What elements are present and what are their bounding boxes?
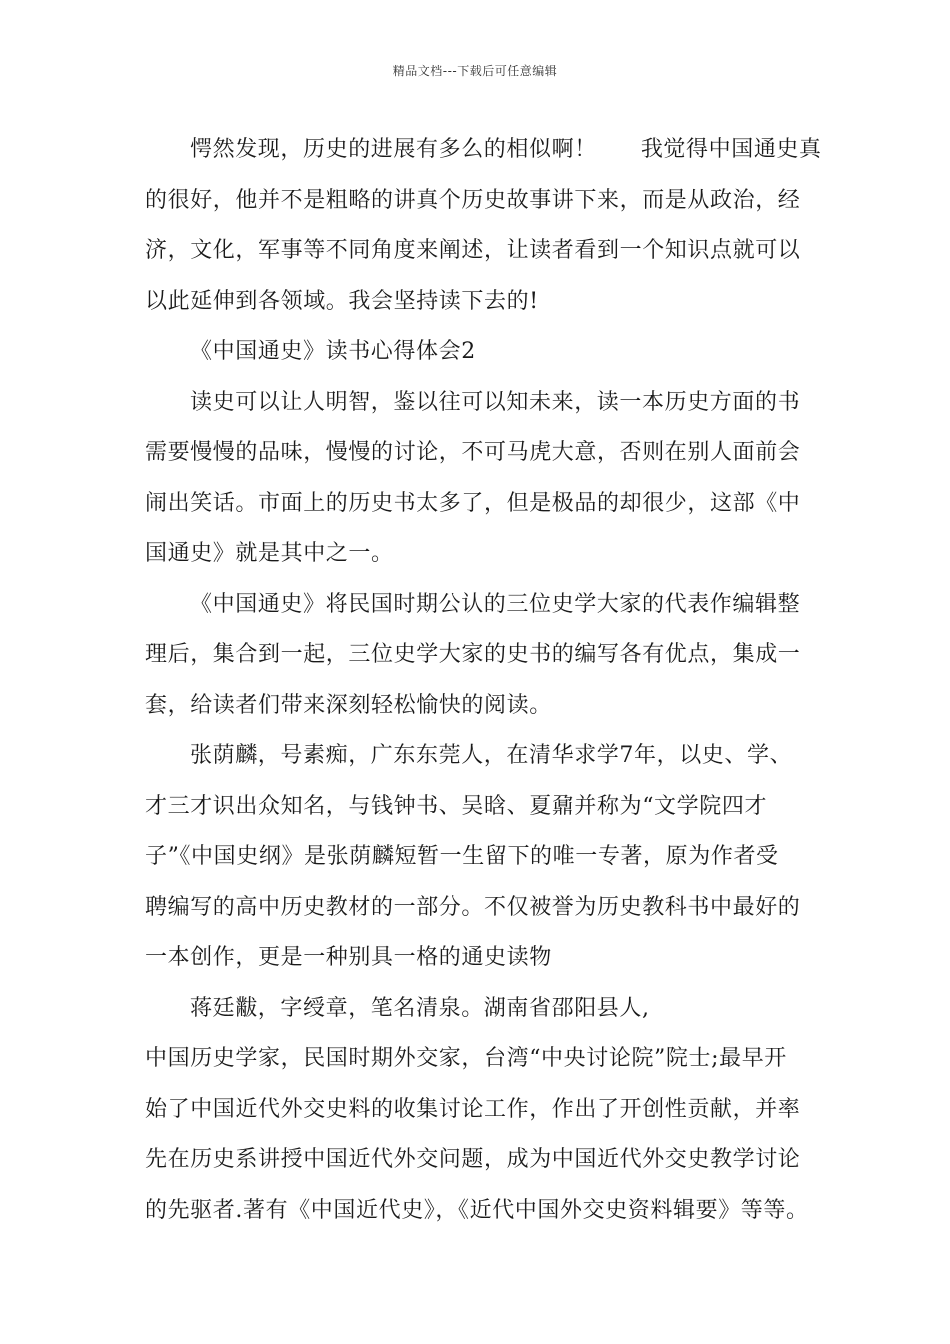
paragraph-line: 理后，集合到一起，三位史学大家的史书的编写各有优点，集成一 xyxy=(145,642,801,667)
paragraph-line: 一本创作，更是一种别具一格的通史读物 xyxy=(145,945,552,970)
paragraph-line: 蒋廷黻，字绶章，笔名清泉。湖南省邵阳县人, xyxy=(190,995,650,1021)
paragraph-line: 先在历史系讲授中国近代外交问题，成为中国近代外交史教学讨论 xyxy=(145,1147,801,1172)
paragraph-line: 套，给读者们带来深刻轻松愉快的阅读。 xyxy=(145,692,552,718)
document-body xyxy=(145,125,822,1236)
paragraph-line: 以此延伸到各领域。我会坚持读下去的! xyxy=(145,288,539,314)
paragraph-line: 中国历史学家，民国时期外交家，台湾“中央讨论院”院士;最早开 xyxy=(145,1046,787,1071)
paragraph-line: 读史可以让人明智，鉴以往可以知未来，读一本历史方面的书 xyxy=(190,389,801,415)
paragraph-line: 的很好，他并不是粗略的讲真个历史故事讲下来，而是从政治，经 xyxy=(145,187,801,213)
paragraph-line xyxy=(145,125,822,176)
paragraph-line: 需要慢慢的品味，慢慢的讨论，不可马虎大意，否则在别人面前会 xyxy=(145,440,801,465)
paragraph-line: 子”《中国史纲》是张荫麟短暂一生留下的唯一专著，原为作者受 xyxy=(145,844,779,869)
paragraph-line: 的先驱者.著有《中国近代史》，《近代中国外交史资料辑要》等等。 xyxy=(145,1197,809,1223)
paragraph-line: 始了中国近代外交史料的收集讨论工作，作出了开创性贡献，并率 xyxy=(145,1096,801,1122)
paragraph-text: 我觉得中国通史真 xyxy=(640,137,822,162)
section-title: 《中国通史》读书心得体会2 xyxy=(190,339,476,364)
paragraph-line: 才三才识出众知名，与钱钟书、吴晗、夏鼐并称为“文学院四才 xyxy=(145,793,768,819)
page-header: 精品文档---下载后可任意编辑 xyxy=(392,64,558,78)
paragraph-line: 闹出笑话。市面上的历史书太多了，但是极品的却很少，这部《中 xyxy=(145,490,801,516)
paragraph-line: 张荫麟，号素痴，广东东莞人，在清华求学7年，以史、学、 xyxy=(190,743,793,768)
paragraph-line: 济，文化，军事等不同角度来阐述，让读者看到一个知识点就可以 xyxy=(145,238,801,263)
paragraph-text: 愕然发现，历史的进展有多么的相似啊！ xyxy=(190,137,597,162)
paragraph-line: 国通史》就是其中之一。 xyxy=(145,541,394,566)
paragraph-line: 《中国通史》将民国时期公认的三位史学大家的代表作编辑整 xyxy=(190,591,801,617)
paragraph-line: 聘编写的高中历史教材的一部分。不仅被誉为历史教科书中最好的 xyxy=(145,894,801,920)
